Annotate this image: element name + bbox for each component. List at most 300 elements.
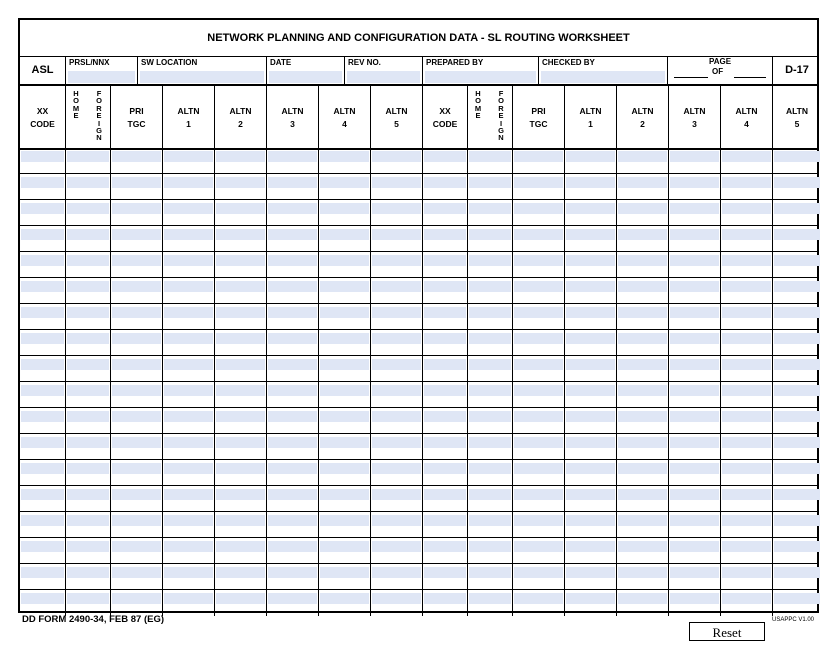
table-cell-input[interactable]	[20, 408, 65, 434]
table-cell-input[interactable]	[467, 564, 512, 590]
table-cell-input[interactable]	[370, 538, 422, 564]
table-cell-input[interactable]	[65, 148, 110, 174]
table-cell-input[interactable]	[422, 304, 467, 330]
table-cell-input[interactable]	[668, 356, 720, 382]
table-cell-input[interactable]	[772, 538, 821, 564]
table-cell-input[interactable]	[720, 564, 772, 590]
table-cell-input[interactable]	[512, 252, 564, 278]
table-cell-input[interactable]	[110, 590, 162, 616]
table-cell-input[interactable]	[772, 512, 821, 538]
table-cell-input[interactable]	[318, 278, 370, 304]
table-cell-input[interactable]	[110, 330, 162, 356]
table-cell-input[interactable]	[110, 226, 162, 252]
table-cell-input[interactable]	[20, 486, 65, 512]
table-cell-input[interactable]	[564, 434, 616, 460]
table-cell-input[interactable]	[20, 564, 65, 590]
table-cell-input[interactable]	[422, 434, 467, 460]
table-cell-input[interactable]	[564, 174, 616, 200]
table-cell-input[interactable]	[772, 278, 821, 304]
table-cell-input[interactable]	[616, 512, 668, 538]
table-cell-input[interactable]	[214, 356, 266, 382]
table-cell-input[interactable]	[772, 304, 821, 330]
table-cell-input[interactable]	[422, 148, 467, 174]
table-cell-input[interactable]	[318, 148, 370, 174]
table-cell-input[interactable]	[564, 408, 616, 434]
table-cell-input[interactable]	[512, 460, 564, 486]
table-cell-input[interactable]	[110, 434, 162, 460]
table-cell-input[interactable]	[162, 200, 214, 226]
table-cell-input[interactable]	[772, 148, 821, 174]
table-cell-input[interactable]	[467, 486, 512, 512]
table-cell-input[interactable]	[512, 590, 564, 616]
table-cell-input[interactable]	[720, 486, 772, 512]
table-cell-input[interactable]	[214, 226, 266, 252]
table-cell-input[interactable]	[20, 174, 65, 200]
table-cell-input[interactable]	[65, 304, 110, 330]
table-cell-input[interactable]	[20, 330, 65, 356]
table-cell-input[interactable]	[422, 278, 467, 304]
table-cell-input[interactable]	[668, 304, 720, 330]
table-cell-input[interactable]	[65, 590, 110, 616]
table-cell-input[interactable]	[318, 252, 370, 278]
table-cell-input[interactable]	[318, 590, 370, 616]
table-cell-input[interactable]	[720, 408, 772, 434]
table-cell-input[interactable]	[668, 330, 720, 356]
table-cell-input[interactable]	[668, 226, 720, 252]
table-cell-input[interactable]	[616, 434, 668, 460]
table-cell-input[interactable]	[318, 330, 370, 356]
checked-by-field[interactable]	[538, 56, 667, 84]
table-cell-input[interactable]	[65, 252, 110, 278]
table-cell-input[interactable]	[668, 486, 720, 512]
table-cell-input[interactable]	[668, 408, 720, 434]
table-cell-input[interactable]	[720, 304, 772, 330]
table-cell-input[interactable]	[467, 512, 512, 538]
table-cell-input[interactable]	[110, 148, 162, 174]
table-cell-input[interactable]	[564, 304, 616, 330]
table-cell-input[interactable]	[616, 174, 668, 200]
table-cell-input[interactable]	[467, 434, 512, 460]
table-cell-input[interactable]	[370, 434, 422, 460]
table-cell-input[interactable]	[564, 460, 616, 486]
table-cell-input[interactable]	[65, 486, 110, 512]
table-cell-input[interactable]	[318, 356, 370, 382]
date-field[interactable]	[266, 56, 344, 84]
table-cell-input[interactable]	[20, 278, 65, 304]
table-cell-input[interactable]	[20, 434, 65, 460]
table-cell-input[interactable]	[467, 200, 512, 226]
table-cell-input[interactable]	[772, 460, 821, 486]
table-cell-input[interactable]	[65, 512, 110, 538]
table-cell-input[interactable]	[772, 564, 821, 590]
table-cell-input[interactable]	[266, 434, 318, 460]
table-cell-input[interactable]	[110, 486, 162, 512]
table-cell-input[interactable]	[266, 278, 318, 304]
table-cell-input[interactable]	[65, 460, 110, 486]
table-cell-input[interactable]	[422, 356, 467, 382]
table-cell-input[interactable]	[162, 252, 214, 278]
table-cell-input[interactable]	[422, 200, 467, 226]
table-cell-input[interactable]	[266, 330, 318, 356]
prepared-by-field[interactable]	[422, 56, 538, 84]
table-cell-input[interactable]	[616, 538, 668, 564]
table-cell-input[interactable]	[564, 382, 616, 408]
table-cell-input[interactable]	[772, 408, 821, 434]
table-cell-input[interactable]	[65, 278, 110, 304]
table-cell-input[interactable]	[512, 174, 564, 200]
table-cell-input[interactable]	[512, 200, 564, 226]
table-cell-input[interactable]	[318, 538, 370, 564]
prepared-by-input[interactable]	[425, 71, 536, 83]
table-cell-input[interactable]	[110, 304, 162, 330]
table-cell-input[interactable]	[720, 356, 772, 382]
table-cell-input[interactable]	[162, 382, 214, 408]
table-cell-input[interactable]	[512, 512, 564, 538]
table-cell-input[interactable]	[512, 538, 564, 564]
table-cell-input[interactable]	[564, 330, 616, 356]
table-cell-input[interactable]	[668, 538, 720, 564]
table-cell-input[interactable]	[162, 174, 214, 200]
table-cell-input[interactable]	[616, 564, 668, 590]
table-cell-input[interactable]	[564, 512, 616, 538]
table-cell-input[interactable]	[668, 200, 720, 226]
table-cell-input[interactable]	[512, 434, 564, 460]
table-cell-input[interactable]	[616, 252, 668, 278]
table-cell-input[interactable]	[266, 304, 318, 330]
table-cell-input[interactable]	[720, 200, 772, 226]
table-cell-input[interactable]	[266, 460, 318, 486]
table-cell-input[interactable]	[616, 408, 668, 434]
table-cell-input[interactable]	[370, 148, 422, 174]
table-cell-input[interactable]	[65, 200, 110, 226]
table-cell-input[interactable]	[616, 148, 668, 174]
table-cell-input[interactable]	[772, 382, 821, 408]
table-cell-input[interactable]	[772, 434, 821, 460]
table-cell-input[interactable]	[214, 174, 266, 200]
table-cell-input[interactable]	[772, 356, 821, 382]
table-cell-input[interactable]	[370, 304, 422, 330]
table-cell-input[interactable]	[422, 382, 467, 408]
table-cell-input[interactable]	[110, 174, 162, 200]
table-cell-input[interactable]	[162, 434, 214, 460]
table-cell-input[interactable]	[467, 226, 512, 252]
table-cell-input[interactable]	[20, 356, 65, 382]
table-cell-input[interactable]	[467, 330, 512, 356]
table-cell-input[interactable]	[564, 486, 616, 512]
table-cell-input[interactable]	[110, 538, 162, 564]
table-cell-input[interactable]	[162, 564, 214, 590]
table-cell-input[interactable]	[162, 226, 214, 252]
table-cell-input[interactable]	[467, 304, 512, 330]
table-cell-input[interactable]	[370, 460, 422, 486]
table-cell-input[interactable]	[162, 408, 214, 434]
table-cell-input[interactable]	[266, 538, 318, 564]
table-cell-input[interactable]	[467, 590, 512, 616]
table-cell-input[interactable]	[772, 252, 821, 278]
table-cell-input[interactable]	[422, 226, 467, 252]
table-cell-input[interactable]	[772, 590, 821, 616]
table-cell-input[interactable]	[214, 564, 266, 590]
table-cell-input[interactable]	[318, 460, 370, 486]
table-cell-input[interactable]	[65, 330, 110, 356]
table-cell-input[interactable]	[214, 330, 266, 356]
table-cell-input[interactable]	[772, 226, 821, 252]
table-cell-input[interactable]	[65, 382, 110, 408]
table-cell-input[interactable]	[616, 382, 668, 408]
prsl-field[interactable]	[65, 56, 137, 84]
table-cell-input[interactable]	[668, 278, 720, 304]
table-cell-input[interactable]	[65, 538, 110, 564]
table-cell-input[interactable]	[422, 408, 467, 434]
table-cell-input[interactable]	[214, 304, 266, 330]
table-cell-input[interactable]	[564, 278, 616, 304]
table-cell-input[interactable]	[110, 252, 162, 278]
table-cell-input[interactable]	[512, 278, 564, 304]
table-cell-input[interactable]	[772, 174, 821, 200]
table-cell-input[interactable]	[318, 512, 370, 538]
table-cell-input[interactable]	[266, 564, 318, 590]
table-cell-input[interactable]	[512, 330, 564, 356]
table-cell-input[interactable]	[110, 200, 162, 226]
table-cell-input[interactable]	[720, 434, 772, 460]
rev-no-input[interactable]	[347, 71, 420, 83]
table-cell-input[interactable]	[370, 252, 422, 278]
table-cell-input[interactable]	[467, 408, 512, 434]
table-cell-input[interactable]	[616, 356, 668, 382]
reset-button[interactable]: Reset	[689, 622, 765, 641]
table-cell-input[interactable]	[266, 590, 318, 616]
table-cell-input[interactable]	[214, 278, 266, 304]
table-cell-input[interactable]	[370, 382, 422, 408]
table-cell-input[interactable]	[668, 564, 720, 590]
table-cell-input[interactable]	[20, 200, 65, 226]
table-cell-input[interactable]	[616, 226, 668, 252]
table-cell-input[interactable]	[370, 356, 422, 382]
rev-no-field[interactable]	[344, 56, 422, 84]
table-cell-input[interactable]	[65, 226, 110, 252]
table-cell-input[interactable]	[20, 226, 65, 252]
table-cell-input[interactable]	[370, 174, 422, 200]
table-cell-input[interactable]	[214, 382, 266, 408]
table-cell-input[interactable]	[266, 486, 318, 512]
table-cell-input[interactable]	[370, 590, 422, 616]
table-cell-input[interactable]	[214, 460, 266, 486]
table-cell-input[interactable]	[720, 590, 772, 616]
table-cell-input[interactable]	[318, 486, 370, 512]
table-cell-input[interactable]	[318, 304, 370, 330]
table-cell-input[interactable]	[162, 512, 214, 538]
table-cell-input[interactable]	[370, 564, 422, 590]
table-cell-input[interactable]	[422, 590, 467, 616]
table-cell-input[interactable]	[214, 512, 266, 538]
table-cell-input[interactable]	[162, 304, 214, 330]
table-cell-input[interactable]	[467, 538, 512, 564]
table-cell-input[interactable]	[110, 564, 162, 590]
table-cell-input[interactable]	[422, 252, 467, 278]
table-cell-input[interactable]	[720, 330, 772, 356]
table-cell-input[interactable]	[162, 486, 214, 512]
table-cell-input[interactable]	[467, 278, 512, 304]
table-cell-input[interactable]	[467, 252, 512, 278]
table-cell-input[interactable]	[162, 538, 214, 564]
table-cell-input[interactable]	[564, 356, 616, 382]
table-cell-input[interactable]	[65, 174, 110, 200]
table-cell-input[interactable]	[266, 200, 318, 226]
table-cell-input[interactable]	[266, 148, 318, 174]
table-cell-input[interactable]	[422, 538, 467, 564]
table-cell-input[interactable]	[266, 174, 318, 200]
table-cell-input[interactable]	[65, 408, 110, 434]
table-cell-input[interactable]	[668, 590, 720, 616]
table-cell-input[interactable]	[668, 460, 720, 486]
table-cell-input[interactable]	[564, 538, 616, 564]
prsl-input[interactable]	[68, 71, 135, 83]
table-cell-input[interactable]	[422, 330, 467, 356]
table-cell-input[interactable]	[266, 252, 318, 278]
table-cell-input[interactable]	[318, 408, 370, 434]
table-cell-input[interactable]	[110, 408, 162, 434]
table-cell-input[interactable]	[616, 278, 668, 304]
table-cell-input[interactable]	[422, 564, 467, 590]
table-cell-input[interactable]	[564, 200, 616, 226]
table-cell-input[interactable]	[564, 590, 616, 616]
table-cell-input[interactable]	[772, 486, 821, 512]
table-cell-input[interactable]	[20, 382, 65, 408]
table-cell-input[interactable]	[512, 148, 564, 174]
table-cell-input[interactable]	[370, 486, 422, 512]
table-cell-input[interactable]	[162, 590, 214, 616]
table-cell-input[interactable]	[668, 174, 720, 200]
table-cell-input[interactable]	[214, 200, 266, 226]
table-cell-input[interactable]	[512, 226, 564, 252]
table-cell-input[interactable]	[266, 226, 318, 252]
table-cell-input[interactable]	[370, 408, 422, 434]
table-cell-input[interactable]	[720, 174, 772, 200]
table-cell-input[interactable]	[318, 382, 370, 408]
table-cell-input[interactable]	[266, 356, 318, 382]
table-cell-input[interactable]	[370, 512, 422, 538]
table-cell-input[interactable]	[720, 538, 772, 564]
table-cell-input[interactable]	[512, 564, 564, 590]
table-cell-input[interactable]	[512, 304, 564, 330]
table-cell-input[interactable]	[422, 174, 467, 200]
table-cell-input[interactable]	[720, 460, 772, 486]
table-cell-input[interactable]	[20, 252, 65, 278]
table-cell-input[interactable]	[668, 148, 720, 174]
table-cell-input[interactable]	[214, 252, 266, 278]
table-cell-input[interactable]	[668, 434, 720, 460]
table-cell-input[interactable]	[467, 356, 512, 382]
table-cell-input[interactable]	[65, 434, 110, 460]
table-cell-input[interactable]	[110, 460, 162, 486]
table-cell-input[interactable]	[214, 408, 266, 434]
table-cell-input[interactable]	[564, 252, 616, 278]
table-cell-input[interactable]	[110, 382, 162, 408]
table-cell-input[interactable]	[214, 590, 266, 616]
table-cell-input[interactable]	[720, 148, 772, 174]
table-cell-input[interactable]	[564, 564, 616, 590]
table-cell-input[interactable]	[162, 148, 214, 174]
table-cell-input[interactable]	[720, 512, 772, 538]
table-cell-input[interactable]	[370, 330, 422, 356]
table-cell-input[interactable]	[422, 460, 467, 486]
table-cell-input[interactable]	[616, 304, 668, 330]
table-cell-input[interactable]	[668, 252, 720, 278]
table-cell-input[interactable]	[266, 408, 318, 434]
table-cell-input[interactable]	[162, 460, 214, 486]
table-cell-input[interactable]	[668, 382, 720, 408]
table-cell-input[interactable]	[162, 330, 214, 356]
table-cell-input[interactable]	[20, 538, 65, 564]
table-cell-input[interactable]	[20, 590, 65, 616]
table-cell-input[interactable]	[162, 356, 214, 382]
sw-location-field[interactable]	[137, 56, 266, 84]
page-number-input[interactable]	[674, 77, 708, 78]
table-cell-input[interactable]	[318, 226, 370, 252]
table-cell-input[interactable]	[370, 278, 422, 304]
table-cell-input[interactable]	[616, 486, 668, 512]
table-cell-input[interactable]	[370, 200, 422, 226]
table-cell-input[interactable]	[370, 226, 422, 252]
table-cell-input[interactable]	[467, 382, 512, 408]
table-cell-input[interactable]	[20, 304, 65, 330]
table-cell-input[interactable]	[65, 356, 110, 382]
table-cell-input[interactable]	[214, 148, 266, 174]
table-cell-input[interactable]	[616, 200, 668, 226]
table-cell-input[interactable]	[720, 226, 772, 252]
table-cell-input[interactable]	[564, 148, 616, 174]
table-cell-input[interactable]	[422, 512, 467, 538]
table-cell-input[interactable]	[318, 434, 370, 460]
table-cell-input[interactable]	[512, 408, 564, 434]
table-cell-input[interactable]	[616, 330, 668, 356]
table-cell-input[interactable]	[318, 174, 370, 200]
table-cell-input[interactable]	[266, 382, 318, 408]
table-cell-input[interactable]	[318, 200, 370, 226]
table-cell-input[interactable]	[110, 278, 162, 304]
table-cell-input[interactable]	[772, 330, 821, 356]
checked-by-input[interactable]	[541, 71, 665, 83]
table-cell-input[interactable]	[20, 460, 65, 486]
table-cell-input[interactable]	[214, 434, 266, 460]
table-cell-input[interactable]	[214, 538, 266, 564]
table-cell-input[interactable]	[110, 512, 162, 538]
table-cell-input[interactable]	[467, 174, 512, 200]
page-total-input[interactable]	[734, 77, 766, 78]
table-cell-input[interactable]	[720, 252, 772, 278]
table-cell-input[interactable]	[20, 148, 65, 174]
table-cell-input[interactable]	[467, 148, 512, 174]
table-cell-input[interactable]	[318, 564, 370, 590]
date-input[interactable]	[269, 71, 342, 83]
table-cell-input[interactable]	[616, 460, 668, 486]
table-cell-input[interactable]	[564, 226, 616, 252]
table-cell-input[interactable]	[720, 278, 772, 304]
table-cell-input[interactable]	[214, 486, 266, 512]
table-cell-input[interactable]	[110, 356, 162, 382]
table-cell-input[interactable]	[20, 512, 65, 538]
sw-location-input[interactable]	[140, 71, 264, 83]
table-cell-input[interactable]	[512, 382, 564, 408]
table-cell-input[interactable]	[772, 200, 821, 226]
table-cell-input[interactable]	[668, 512, 720, 538]
table-cell-input[interactable]	[266, 512, 318, 538]
table-cell-input[interactable]	[616, 590, 668, 616]
table-cell-input[interactable]	[512, 486, 564, 512]
table-cell-input[interactable]	[512, 356, 564, 382]
table-cell-input[interactable]	[422, 486, 467, 512]
table-cell-input[interactable]	[720, 382, 772, 408]
